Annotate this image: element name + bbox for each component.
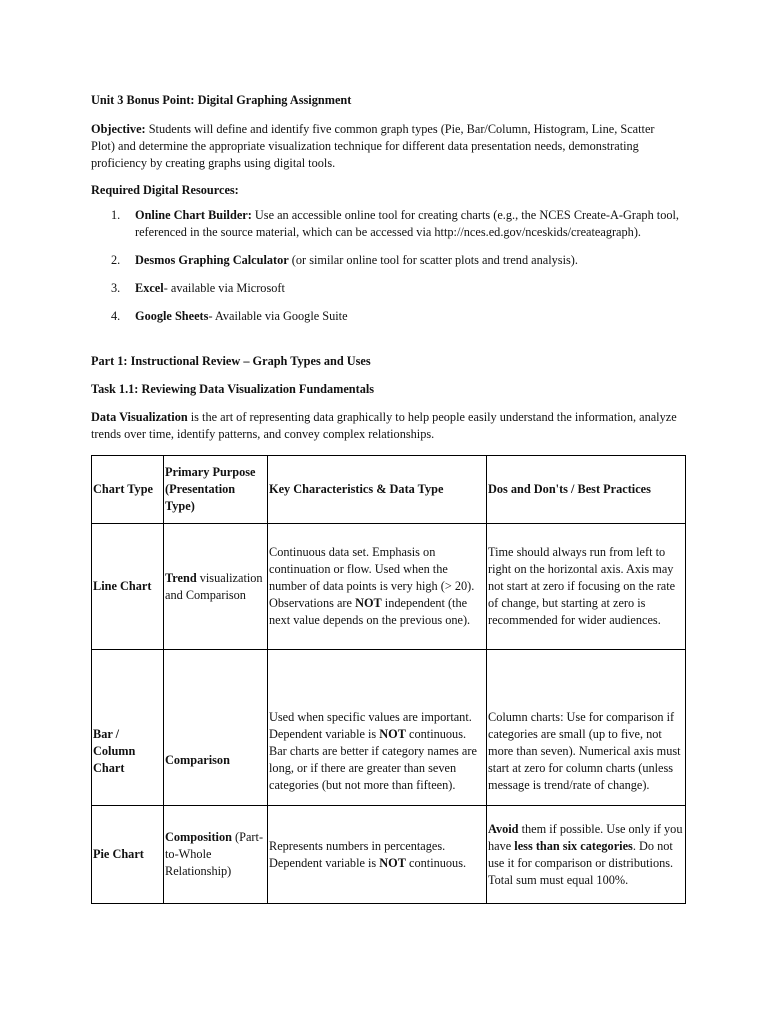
dataviz-text: is the art of representing data graphically to help people easily understand the information, analyze trends over time, identify patterns, and convey complex relationships. — [91, 410, 677, 441]
purpose-bold: Comparison — [165, 753, 230, 767]
key-text-b: continuous. — [405, 855, 467, 870]
best-practices-cell — [487, 524, 686, 650]
resource-name: Excel — [135, 281, 164, 295]
table-header-row — [92, 456, 686, 524]
resource-number: 1. — [111, 208, 121, 222]
key-text-b: independent (the next value depends on the previous one). — [269, 596, 471, 627]
objective-label: Objective: — [91, 122, 146, 136]
column-header: Primary Purpose (Presentation Type) — [164, 456, 268, 524]
part1-heading: Part 1: Instructional Review – Graph Types and Uses — [91, 354, 371, 368]
resource-number: 2. — [111, 253, 121, 267]
resource-item — [91, 252, 681, 269]
best-practices-cell — [487, 650, 686, 806]
resource-item — [91, 308, 681, 325]
purpose-cell — [164, 806, 268, 904]
chart-type-cell: Line Chart — [92, 524, 164, 650]
key-text-a: Used when specific values are important. Dependent variable is — [269, 710, 472, 741]
purpose-cell — [164, 650, 268, 806]
chart-type-cell: Bar / Column Chart — [92, 650, 164, 806]
dos-text-a: Time should always run from left to right on the horizontal axis. Axis may not start at zero if focusing on the rate of change, but starting at zero is recommended for wider audiences. — [488, 545, 676, 627]
column-header: Chart Type — [92, 456, 164, 524]
dataviz-paragraph — [91, 409, 683, 443]
purpose-bold: Composition — [165, 830, 232, 844]
resource-item — [91, 280, 681, 297]
purpose-cell — [164, 524, 268, 650]
key-text-a: Represents numbers in percentages. Dependent variable is — [269, 838, 446, 870]
column-header: Key Characteristics & Data Type — [268, 456, 487, 524]
resource-text: - Available via Google Suite — [208, 309, 348, 323]
resource-item — [91, 207, 681, 241]
dos-text-a: Column charts: Use for comparison if categories are small (up to five, not more than seven). Numerical axis must start at zero for column charts (unless message is trend/rate of change). — [488, 710, 681, 792]
resource-text: (or similar online tool for scatter plots and trend analysis). — [288, 253, 578, 267]
resources-heading: Required Digital Resources: — [91, 183, 239, 197]
key-text-b: continuous. Bar charts are better if category names are long, or if there are greater than seven categories (but not more than fifteen). — [269, 727, 477, 792]
key-bold: NOT — [355, 596, 382, 610]
page-title: Unit 3 Bonus Point: Digital Graphing Assignment — [91, 93, 352, 107]
key-bold: NOT — [379, 727, 406, 741]
chart-types-table — [91, 455, 686, 904]
resource-name: Google Sheets — [135, 309, 209, 323]
purpose-bold: Trend — [165, 570, 197, 585]
dos-bold-1: Avoid — [488, 821, 519, 836]
resource-text: - available via Microsoft — [163, 281, 285, 295]
resource-name: Desmos Graphing Calculator — [135, 253, 289, 267]
objective-text: Students will define and identify five common graph types (Pie, Bar/Column, Histogram, Line, Scatter Plot) and determine the appropriate visualization technique for different data presentation needs, demonstrating proficiency by creating graphs using digital tools. — [91, 122, 655, 170]
resource-name: Online Chart Builder: — [135, 208, 252, 222]
purpose-text: (Part-to-Whole Relationship) — [165, 830, 264, 878]
dos-text-c: . Do not use it for comparison or distributions. Total sum must equal 100%. — [488, 838, 674, 887]
purpose-text: visualization and Comparison — [165, 570, 263, 602]
resource-number: 4. — [111, 309, 121, 323]
resources-list — [91, 207, 681, 336]
dos-text-b: them if possible. Use only if you have — [488, 821, 683, 853]
key-characteristics-cell — [268, 650, 487, 806]
key-bold: NOT — [379, 855, 406, 870]
key-characteristics-cell — [268, 806, 487, 904]
key-text-a: Continuous data set. Emphasis on continuation or flow. Used when the number of data points is very high (> 20). Observations are — [269, 545, 475, 610]
best-practices-cell — [487, 806, 686, 904]
resource-text: Use an accessible online tool for creating charts (e.g., the NCES Create-A-Graph tool, referenced in the source material, which can be accessed via http://nces.ed.gov/nceskids/createagraph). — [135, 208, 680, 239]
dos-bold-2: less than six categories — [514, 838, 633, 853]
table-row — [92, 524, 686, 650]
key-characteristics-cell — [268, 524, 487, 650]
dataviz-term: Data Visualization — [91, 410, 188, 424]
table-row — [92, 650, 686, 806]
objective-paragraph — [91, 121, 681, 172]
table-row — [92, 806, 686, 904]
task-heading: Task 1.1: Reviewing Data Visualization Fundamentals — [91, 382, 375, 396]
column-header: Dos and Don'ts / Best Practices — [487, 456, 686, 524]
chart-type-cell: Pie Chart — [92, 806, 164, 904]
resource-number: 3. — [111, 281, 121, 295]
